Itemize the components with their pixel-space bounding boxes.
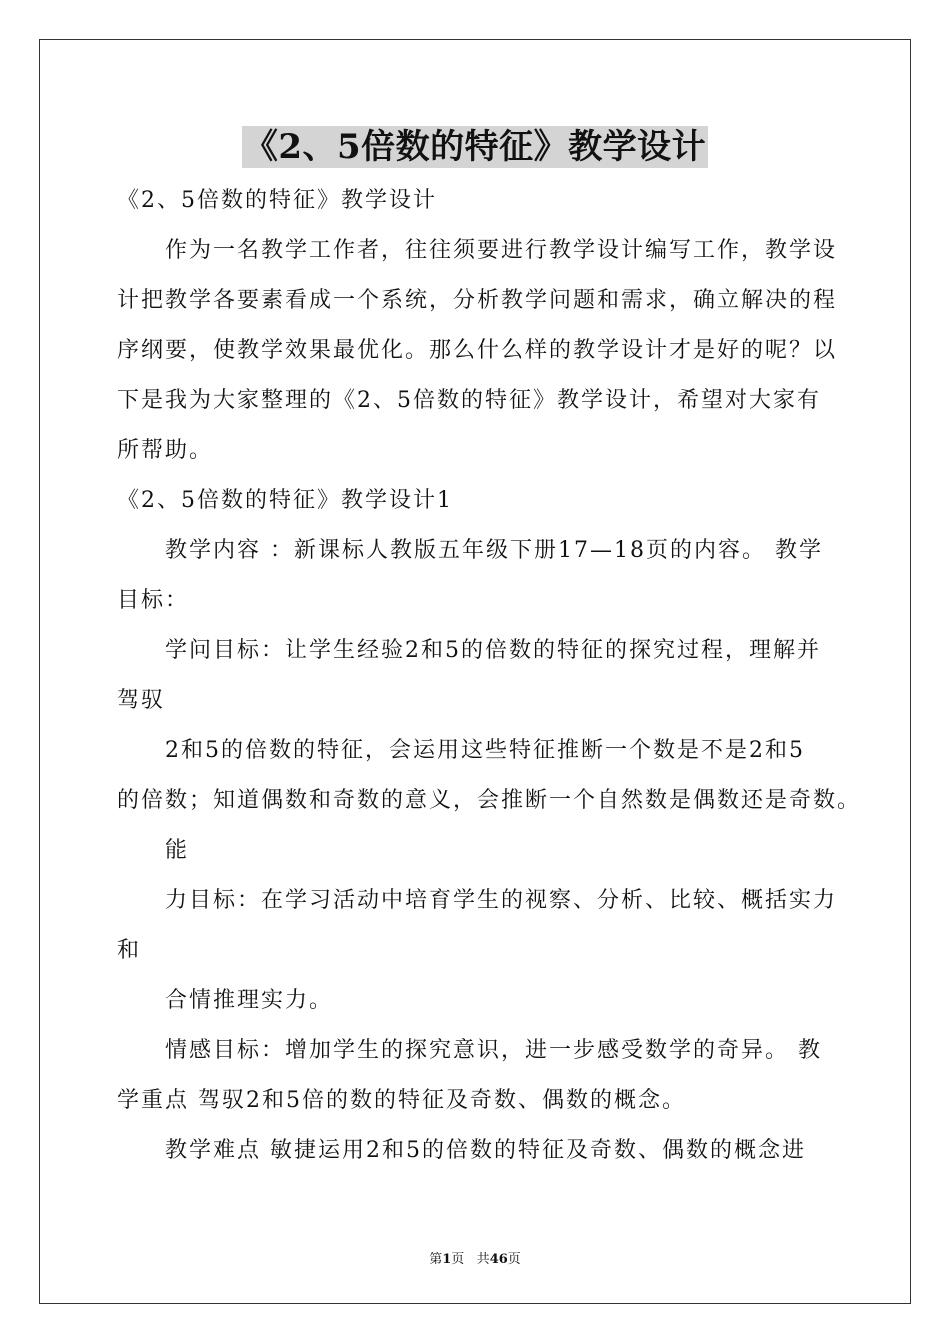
body-line: 学重点 驾驭2和5倍的数的特征及奇数、偶数的概念。 bbox=[117, 1088, 686, 1113]
page-number: 1 bbox=[442, 1252, 452, 1267]
total-pages: 46 bbox=[489, 1252, 508, 1267]
body-line: 《2、5倍数的特征》教学设计 bbox=[117, 188, 437, 213]
body-line: 和 bbox=[117, 938, 142, 963]
total-suffix: 页 bbox=[507, 1252, 521, 1267]
total-prefix: 共 bbox=[476, 1252, 490, 1267]
document-title: 《2、5倍数的特征》教学设计 bbox=[243, 127, 707, 167]
body-line: 2和5的倍数的特征，会运用这些特征推断一个数是不是2和5 bbox=[165, 738, 805, 763]
page-suffix: 页 bbox=[451, 1252, 465, 1267]
body-line: 情感目标：增加学生的探究意识，进一步感受数学的奇异。 教 bbox=[165, 1038, 822, 1063]
body-line: 学问目标：让学生经验2和5的倍数的特征的探究过程，理解并 bbox=[165, 638, 821, 663]
body-line: 能 bbox=[165, 838, 190, 863]
body-line: 教学难点 敏捷运用2和5的倍数的特征及奇数、偶数的概念进 bbox=[165, 1138, 806, 1163]
body-line: 教学内容 ：新课标人教版五年级下册17—18页的内容。 教学 bbox=[165, 538, 823, 563]
body-line: 所帮助。 bbox=[117, 438, 214, 463]
page-prefix: 第 bbox=[429, 1252, 443, 1267]
body-line: 作为一名教学工作者，往往须要进行教学设计编写工作，教学设 bbox=[165, 238, 838, 263]
document-body bbox=[117, 176, 862, 1176]
title-area bbox=[0, 126, 950, 168]
body-line: 《2、5倍数的特征》教学设计1 bbox=[117, 488, 453, 513]
body-line: 力目标：在学习活动中培育学生的视察、分析、比较、概括实力 bbox=[165, 888, 838, 913]
body-line: 下是我为大家整理的《2、5倍数的特征》教学设计，希望对大家有 bbox=[117, 388, 821, 413]
body-line: 目标： bbox=[117, 588, 190, 613]
body-line: 合情推理实力。 bbox=[165, 988, 334, 1013]
body-line: 序纲要，使教学效果最优化。那么什么样的教学设计才是好的呢？以 bbox=[117, 338, 838, 363]
body-line: 的倍数；知道偶数和奇数的意义，会推断一个自然数是偶数还是奇数。 bbox=[117, 788, 862, 813]
body-line: 计把教学各要素看成一个系统，分析教学问题和需求，确立解决的程 bbox=[117, 288, 838, 313]
page-footer bbox=[0, 1248, 950, 1267]
body-line: 驾驭 bbox=[117, 688, 166, 713]
